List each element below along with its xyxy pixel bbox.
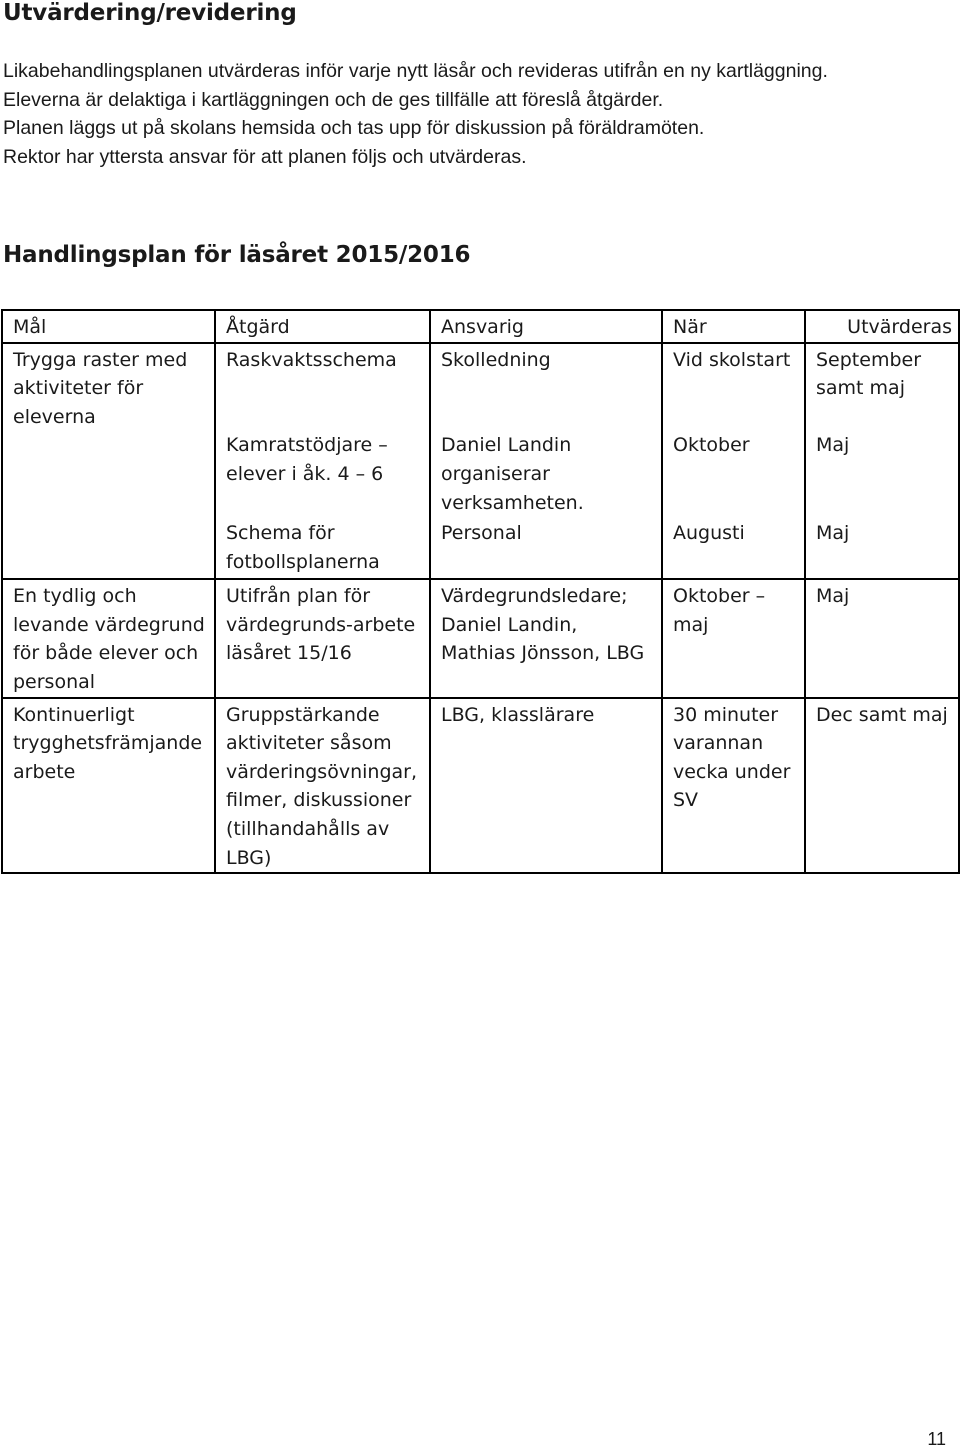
when-cell <box>662 579 805 697</box>
evaluated-text: Maj <box>816 522 850 545</box>
goal-cell <box>2 579 215 697</box>
when-cell <box>662 698 805 874</box>
responsible-text: Värdegrundsledare; Daniel Landin, Mathias Jönsson, LBG <box>441 585 645 665</box>
evaluated-cell <box>805 343 959 518</box>
when-text: 30 minuter varannan vecka under SV <box>673 703 791 812</box>
when-text: Vid skolstart <box>673 348 791 371</box>
plan-title: Handlingsplan för läsåret 2015/2016 <box>3 242 471 268</box>
responsible-text: Daniel Landin organiserar verksamheten. <box>441 434 584 514</box>
table-row <box>2 579 959 697</box>
evaluated-text: Maj <box>816 434 850 457</box>
evaluated-cell <box>805 517 959 579</box>
responsible-text: LBG, klasslärare <box>441 703 595 726</box>
action-text: Gruppstärkande aktiviteter såsom värderingsövningar, filmer, diskussioner (tillhandahålls av LBG) <box>226 703 417 869</box>
header-evaluated: Utvärderas <box>805 310 959 343</box>
evaluated-text: September samt maj <box>816 348 922 400</box>
goal-cell <box>2 698 215 874</box>
action-plan-table <box>1 309 960 874</box>
table-header-row <box>2 310 959 343</box>
header-goal: Mål <box>2 310 215 343</box>
table-row <box>2 698 959 874</box>
header-when: När <box>662 310 805 343</box>
header-responsible: Ansvarig <box>430 310 662 343</box>
when-text: Augusti <box>673 522 745 545</box>
header-action: Åtgärd <box>215 310 430 343</box>
goal-cell <box>2 517 215 579</box>
action-cell <box>215 579 430 697</box>
intro-paragraph <box>3 57 828 172</box>
action-text: Kamratstödjare – elever i åk. 4 – 6 <box>226 434 388 485</box>
action-text: Utifrån plan för värdegrunds-arbete läsåret 15/16 <box>226 585 416 665</box>
responsible-cell <box>430 343 662 518</box>
responsible-text: Personal <box>441 522 522 545</box>
goal-text: Trygga raster med aktiviteter för eleverna <box>13 348 188 428</box>
responsible-cell <box>430 579 662 697</box>
evaluated-cell <box>805 579 959 697</box>
evaluated-text: Dec samt maj <box>816 703 948 726</box>
when-text: Oktober – maj <box>673 585 766 636</box>
intro-line: Eleverna är delaktiga i kartläggningen och de ges tillfälle att föreslå åtgärder. <box>3 88 664 111</box>
when-text: Oktober <box>673 434 750 457</box>
responsible-cell <box>430 698 662 874</box>
evaluated-text: Maj <box>816 585 850 608</box>
responsible-cell <box>430 517 662 579</box>
when-cell <box>662 517 805 579</box>
goal-text: Kontinuerligt trygghetsfrämjande arbete <box>13 703 203 783</box>
goal-text: En tydlig och levande värdegrund för både elever och personal <box>13 585 205 693</box>
intro-line: Likabehandlingsplanen utvärderas inför varje nytt läsår och revideras utifrån en ny kartläggning. <box>3 60 828 82</box>
table-row <box>2 343 959 518</box>
intro-line: Planen läggs ut på skolans hemsida och tas upp för diskussion på föräldramöten. <box>3 117 705 140</box>
section-title: Utvärdering/revidering <box>3 0 297 26</box>
intro-line: Rektor har yttersta ansvar för att planen följs och utvärderas. <box>3 146 527 169</box>
action-cell <box>215 517 430 579</box>
when-cell <box>662 343 805 518</box>
table-row <box>2 517 959 579</box>
action-cell <box>215 343 430 518</box>
responsible-text: Skolledning <box>441 348 551 371</box>
action-text: Schema för fotbollsplanerna <box>226 522 380 573</box>
evaluated-cell <box>805 698 959 874</box>
page-number: 11 <box>927 1429 946 1449</box>
goal-cell <box>2 343 215 518</box>
action-text: Raskvaktsschema <box>226 348 397 371</box>
action-cell <box>215 698 430 874</box>
